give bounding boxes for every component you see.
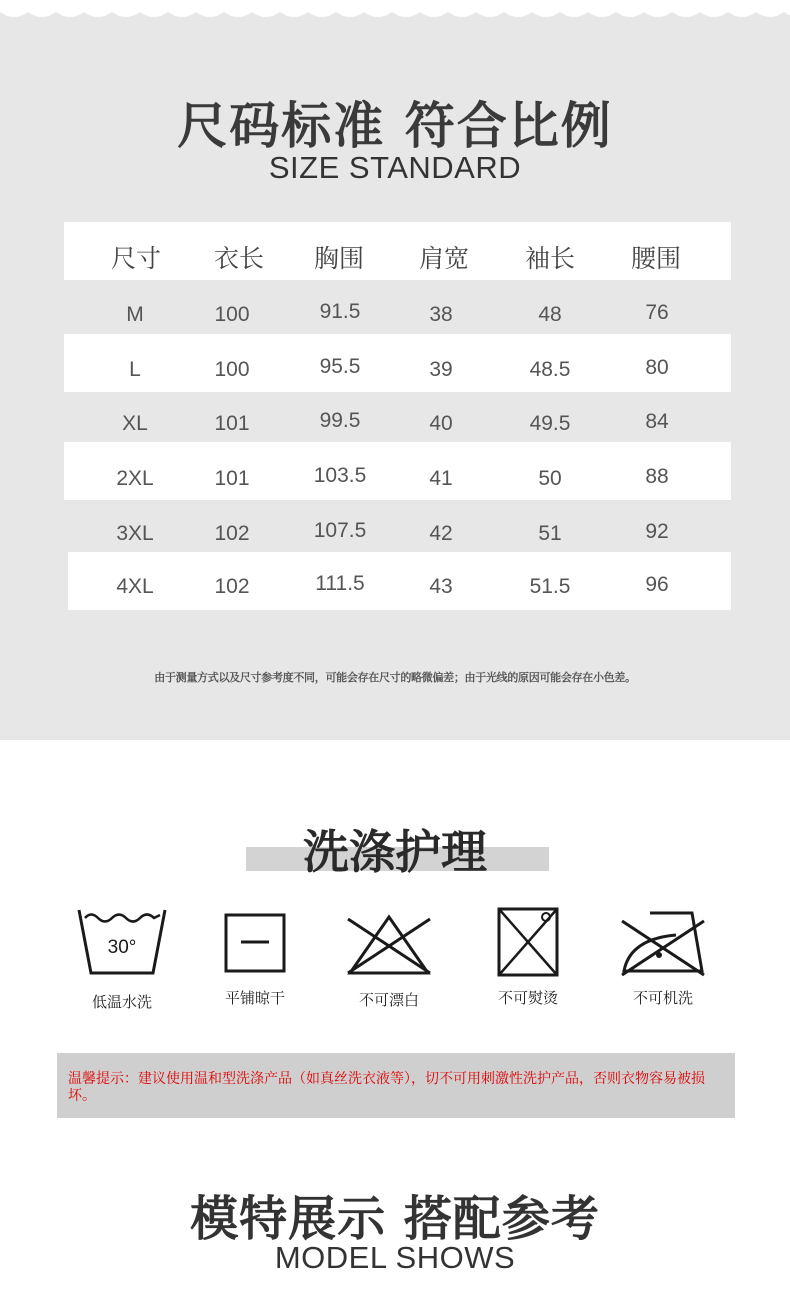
model-title: 模特展示 搭配参考 — [190, 1191, 600, 1247]
care-tip-text: 温馨提示：建议使用温和型洗涤产品（如真丝洗衣液等），切不可用刺激性洗护产品，否则衣物容易被损坏。 — [68, 1071, 705, 1104]
cell-sleeve: 48 — [538, 303, 562, 326]
care-label: 不可机洗 — [632, 989, 693, 1007]
cell-shoulder: 43 — [429, 575, 453, 598]
cell-size: 3XL — [116, 522, 154, 545]
header-waist: 腰围 — [630, 244, 681, 273]
cell-shoulder: 39 — [429, 358, 453, 381]
care-item-no-bleach — [329, 905, 449, 1010]
header-chest: 胸围 — [313, 244, 364, 273]
cell-waist: 80 — [645, 356, 669, 379]
cell-shoulder: 42 — [429, 522, 453, 545]
cell-sleeve: 49.5 — [529, 412, 571, 435]
wash-30-degrees-icon — [76, 905, 168, 977]
cell-size: XL — [122, 412, 148, 435]
size-title: 尺码标准 符合比例 — [177, 96, 613, 155]
cell-size: L — [129, 358, 141, 381]
cell-shoulder: 40 — [429, 412, 453, 435]
cell-chest: 111.5 — [315, 572, 365, 595]
cell-length: 102 — [214, 575, 250, 598]
no-iron-icon — [496, 905, 560, 979]
dry-flat-icon — [222, 911, 288, 975]
header-length: 衣长 — [213, 244, 264, 273]
table-row — [64, 280, 731, 334]
cell-size: 4XL — [116, 575, 154, 598]
cell-waist: 76 — [645, 301, 669, 324]
model-subtitle: MODEL SHOWS — [274, 1240, 516, 1275]
size-subtitle: SIZE STANDARD — [268, 150, 522, 185]
care-tip-box — [57, 1053, 735, 1118]
cell-sleeve: 50 — [538, 467, 562, 490]
header-shoulder: 肩宽 — [418, 244, 469, 273]
cell-waist: 84 — [645, 410, 669, 433]
care-label: 不可漂白 — [358, 991, 419, 1009]
care-item-no-iron — [468, 905, 588, 1008]
table-row — [64, 500, 731, 552]
no-machine-wash-icon — [618, 905, 708, 979]
size-disclaimer: 由于测量方式以及尺寸参考度不同，可能会存在尺寸的略微偏差；由于光线的原因可能会存在小色差。 — [154, 671, 636, 684]
care-label: 平铺晾干 — [224, 989, 285, 1007]
cell-length: 101 — [214, 467, 250, 490]
cell-waist: 92 — [645, 520, 669, 543]
care-label: 不可熨烫 — [497, 989, 558, 1007]
cell-sleeve: 51 — [538, 522, 562, 545]
header-sleeve: 袖长 — [524, 244, 575, 273]
cell-chest: 107.5 — [313, 519, 367, 542]
cell-length: 100 — [214, 358, 250, 381]
cell-sleeve: 51.5 — [529, 575, 571, 598]
cell-size: M — [126, 303, 144, 326]
wavy-top-border — [0, 0, 790, 30]
cell-shoulder: 41 — [429, 467, 453, 490]
table-row — [64, 334, 731, 392]
cell-waist: 88 — [645, 465, 669, 488]
header-size: 尺寸 — [110, 244, 161, 273]
no-bleach-icon — [344, 911, 434, 977]
table-row — [68, 552, 731, 610]
size-table-header — [64, 222, 731, 280]
care-label: 低温水洗 — [91, 993, 152, 1011]
cell-waist: 96 — [645, 573, 669, 596]
wash-title: 洗涤护理 — [303, 825, 487, 879]
table-row — [64, 442, 731, 500]
cell-sleeve: 48.5 — [529, 358, 571, 381]
cell-length: 100 — [214, 303, 250, 326]
table-row — [64, 392, 731, 442]
cell-chest: 103.5 — [313, 464, 367, 487]
care-item-no-machine-wash — [603, 905, 723, 1008]
cell-chest: 95.5 — [319, 355, 361, 378]
wash-temp-label: 30° — [107, 937, 137, 958]
cell-shoulder: 38 — [429, 303, 453, 326]
cell-length: 101 — [214, 412, 250, 435]
cell-chest: 91.5 — [319, 300, 361, 323]
cell-chest: 99.5 — [319, 409, 361, 432]
cell-length: 102 — [214, 522, 250, 545]
care-item-low-temp-wash — [62, 905, 182, 1012]
cell-size: 2XL — [116, 467, 154, 490]
care-item-dry-flat — [195, 905, 315, 1008]
